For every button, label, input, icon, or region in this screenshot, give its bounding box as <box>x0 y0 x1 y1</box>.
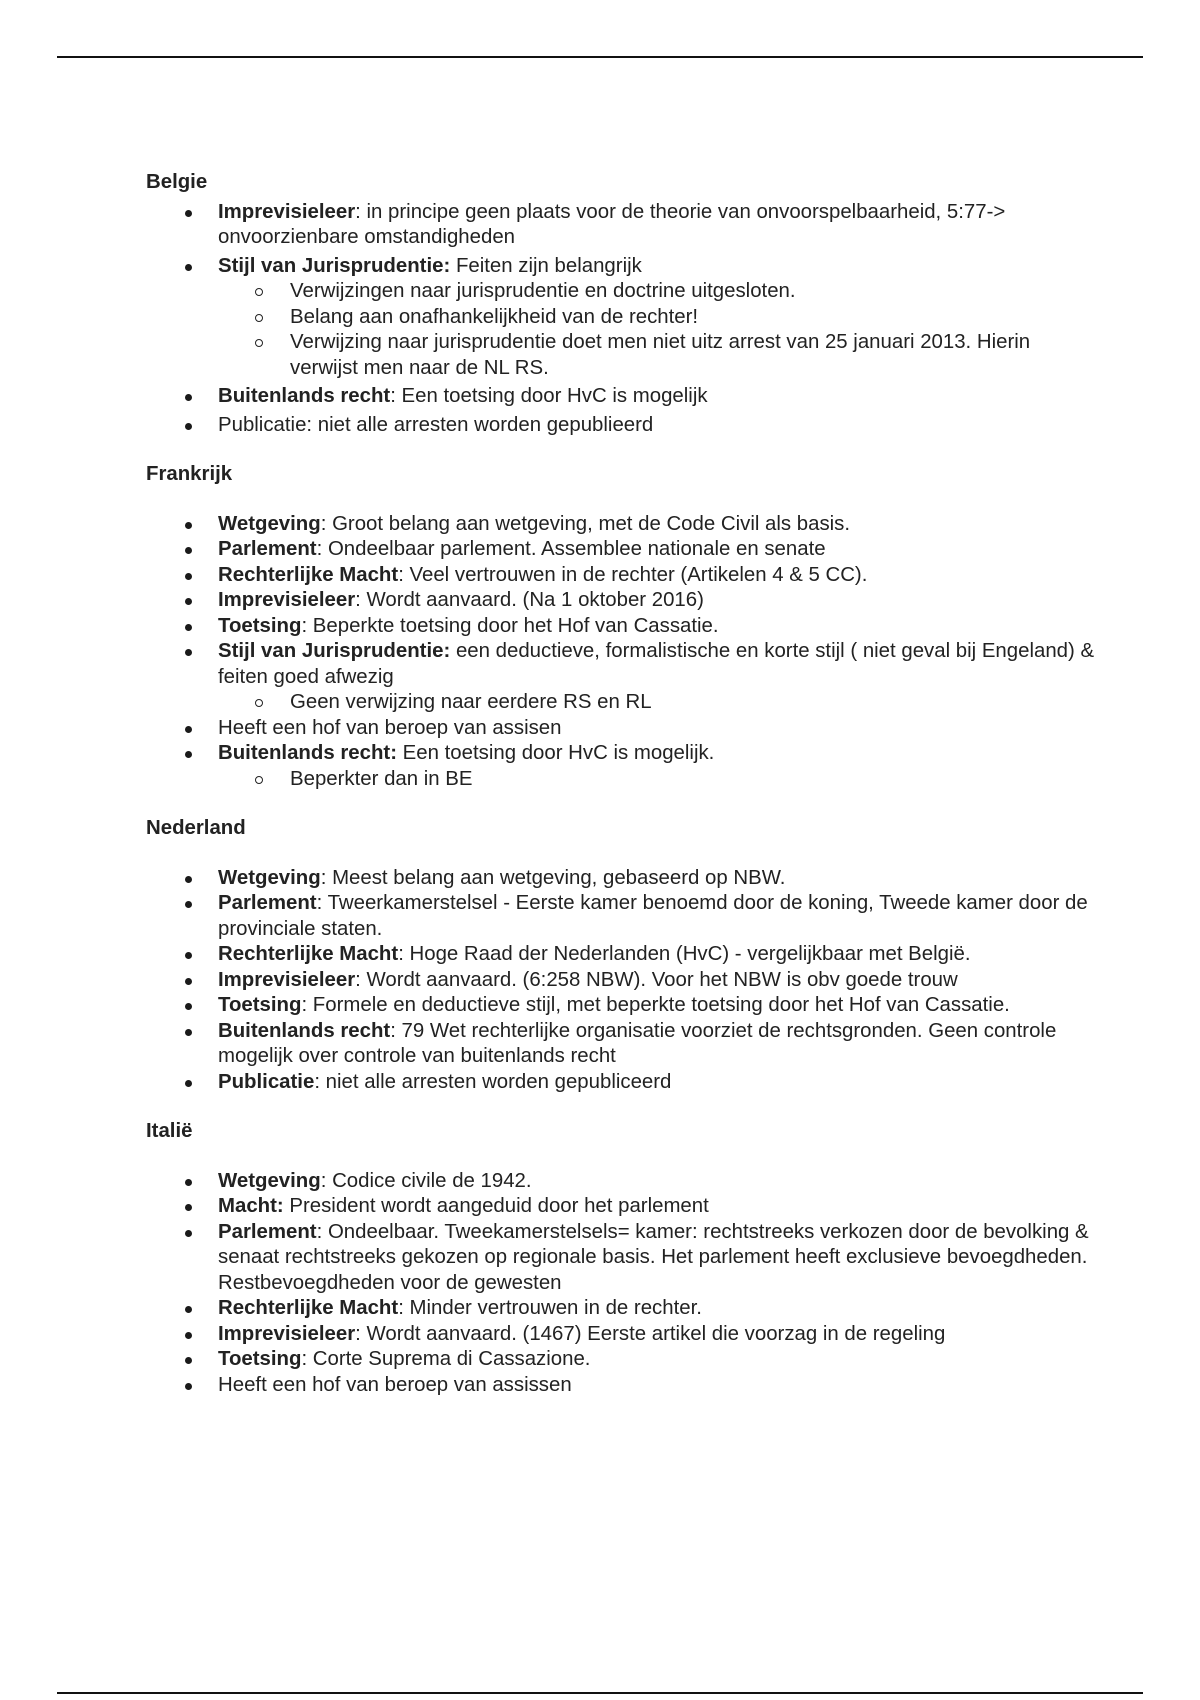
page-bottom-rule <box>57 1692 1143 1694</box>
bullet-list <box>146 1169 1096 1399</box>
item-text: : Een toetsing door HvC is mogelijk <box>390 385 708 407</box>
item-text: Heeft een hof van beroep van assisen <box>218 716 562 739</box>
item-label: Toetsing <box>218 994 302 1016</box>
item-label: Stijl van Jurisprudentie: <box>218 640 451 662</box>
item-label: Stijl van Jurisprudentie: <box>218 254 451 277</box>
section-title: Frankrijk <box>146 463 233 485</box>
item-text: : Veel vertrouwen in de rechter (Artikelen 4 & 5 CC). <box>398 563 868 586</box>
list-item <box>146 200 1096 251</box>
item-label: Imprevisieleer <box>218 200 356 223</box>
item-text: : Wordt aanvaard. (1467) Eerste artikel die voorzag in de regeling <box>355 1322 946 1345</box>
list-item <box>146 537 1096 563</box>
sub-list-item: Verwijzingen naar jurisprudentie en doctrine uitgesloten. <box>218 279 1096 305</box>
sub-list-item: Verwijzing naar jurisprudentie doet men niet uitz arrest van 25 januari 2013. Hierin verwijst men naar de NL RS. <box>218 330 1096 381</box>
item-text: : Beperkte toetsing door het Hof van Cassatie. <box>301 614 719 637</box>
item-text: : in principe geen plaats voor de theorie van onvoorspelbaarheid, 5:77-> onvoorzienbare omstandigheden <box>218 200 1006 248</box>
item-label: Publicatie <box>218 1070 315 1093</box>
item-text: een deductieve, formalistische en korte stijl ( niet geval bij Engeland) & feiten goed afwezig <box>218 640 1095 688</box>
item-label: Imprevisieleer <box>218 1322 356 1345</box>
item-label: Rechterlijke Macht <box>218 563 399 586</box>
item-label: Macht: <box>218 1195 284 1217</box>
item-label: Toetsing <box>218 614 302 637</box>
item-label: Imprevisieleer <box>218 589 356 611</box>
list-item <box>146 1169 1096 1195</box>
sub-list-item: Geen verwijzing naar eerdere RS en RL <box>218 690 1096 716</box>
list-item <box>146 866 1096 892</box>
item-text: : Hoge Raad der Nederlanden (HvC) - vergelijkbaar met België. <box>398 943 971 965</box>
list-item <box>146 1296 1096 1322</box>
list-item <box>146 716 1096 742</box>
section-nederland <box>146 816 1096 1095</box>
section-frankrijk <box>146 462 1096 792</box>
list-item <box>146 993 1096 1019</box>
item-label: Imprevisieleer <box>218 968 356 991</box>
sub-list <box>218 279 1096 381</box>
list-item <box>146 563 1096 589</box>
page-top-rule <box>57 56 1143 58</box>
list-item <box>146 1322 1096 1348</box>
item-text: Heeft een hof van beroep van assissen <box>218 1373 572 1396</box>
item-label: Wetgeving <box>218 512 321 535</box>
list-item <box>146 254 1096 382</box>
item-label: Rechterlijke Macht <box>218 1297 399 1319</box>
item-label: Toetsing <box>218 1348 302 1370</box>
item-text: : Groot belang aan wetgeving, met de Code Civil als basis. <box>320 512 851 535</box>
item-label: Rechterlijke Macht <box>218 943 399 965</box>
list-item <box>146 741 1096 792</box>
section-title: Italië <box>146 1120 193 1142</box>
item-text: : Minder vertrouwen in de rechter. <box>398 1297 702 1319</box>
bullet-list <box>146 866 1096 1096</box>
bullet-list <box>146 200 1096 439</box>
list-item <box>146 1019 1096 1070</box>
bullet-list <box>146 512 1096 793</box>
item-text: : Formele en deductieve stijl, met beperkte toetsing door het Hof van Cassatie. <box>301 994 1010 1016</box>
item-label: Buitenlands recht <box>218 1019 391 1042</box>
item-text: : Wordt aanvaard. (6:258 NBW). Voor het NBW is obv goede trouw <box>355 968 958 991</box>
list-item <box>146 1070 1096 1096</box>
list-item <box>146 942 1096 968</box>
list-item <box>146 639 1096 716</box>
item-label: Parlement <box>218 538 317 560</box>
document-body <box>146 170 1096 1422</box>
item-label: Parlement <box>218 1220 317 1243</box>
item-label: Buitenlands recht <box>218 385 391 407</box>
item-text: Publicatie: niet alle arresten worden gepublieerd <box>218 413 654 436</box>
section-belgie <box>146 170 1096 438</box>
list-item <box>146 588 1096 614</box>
item-text: : Tweerkamerstelsel - Eerste kamer benoemd door de koning, Tweede kamer door de provinciale staten. <box>218 892 1088 940</box>
item-text: : Ondeelbaar. Tweekamerstelsels= kamer: rechtstreeks verkozen door de bevolking & senaat rechtstreeks gekozen op regionale basis. Het parlement heeft exclusieve bevoegdheden. Restbevoegdheden voor de gewesten <box>218 1220 1089 1294</box>
item-text: President wordt aangeduid door het parlement <box>283 1195 709 1217</box>
item-label: Wetgeving <box>218 866 321 889</box>
list-item <box>146 413 1096 439</box>
list-item <box>146 512 1096 538</box>
list-item <box>146 1373 1096 1399</box>
sub-list <box>218 767 1096 793</box>
item-label: Buitenlands recht: <box>218 742 398 764</box>
item-text: Een toetsing door HvC is mogelijk. <box>397 742 715 764</box>
item-text: : Corte Suprema di Cassazione. <box>301 1348 591 1370</box>
item-text: : Codice civile de 1942. <box>320 1169 532 1192</box>
sub-list-item: Beperkter dan in BE <box>218 767 1096 793</box>
list-item <box>146 1347 1096 1373</box>
item-text: : Wordt aanvaard. (Na 1 oktober 2016) <box>355 589 704 611</box>
list-item <box>146 968 1096 994</box>
item-text: : Meest belang aan wetgeving, gebaseerd op NBW. <box>320 866 786 889</box>
item-label: Parlement <box>218 892 317 914</box>
list-item <box>146 614 1096 640</box>
list-item <box>146 891 1096 942</box>
item-label: Wetgeving <box>218 1169 321 1192</box>
section-italie <box>146 1119 1096 1398</box>
item-text: : niet alle arresten worden gepubliceerd <box>314 1070 672 1093</box>
sub-list <box>218 690 1096 716</box>
item-text: : Ondeelbaar parlement. Assemblee nationale en senate <box>316 538 826 560</box>
item-text: Feiten zijn belangrijk <box>450 254 642 277</box>
list-item <box>146 1220 1096 1297</box>
sub-list-item: Belang aan onafhankelijkheid van de rechter! <box>218 305 1096 331</box>
section-title: Nederland <box>146 817 246 839</box>
item-text: : 79 Wet rechterlijke organisatie voorziet de rechtsgronden. Geen controle mogelijk over controle van buitenlands recht <box>218 1019 1057 1067</box>
list-item <box>146 1194 1096 1220</box>
list-item <box>146 384 1096 410</box>
section-title: Belgie <box>146 171 208 193</box>
